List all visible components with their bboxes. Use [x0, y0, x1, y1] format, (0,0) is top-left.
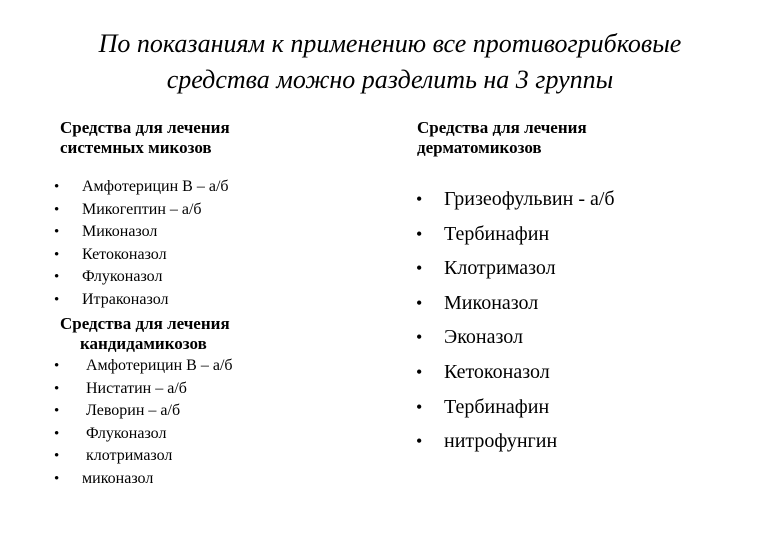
list-item	[416, 251, 615, 286]
list-item-label: Гризеофульвин - а/б	[444, 188, 615, 210]
bullet-icon: •	[54, 291, 60, 308]
list-item-label: Кетоконазол	[444, 360, 550, 383]
list-item-label: Флуконазол	[82, 268, 163, 286]
bullet-icon: •	[416, 396, 423, 417]
heading-line: кандидамикозов	[80, 334, 207, 353]
list-item-label: Тербинафин	[444, 395, 550, 418]
title-line-1: По показаниям к применению все противогрибковые	[98, 29, 682, 58]
list-item	[54, 355, 233, 378]
list-item-label: Итраконазол	[82, 290, 169, 308]
dermatomycoses-heading	[417, 118, 587, 158]
list-item-label: Миконазол	[82, 223, 158, 241]
list-item	[416, 424, 615, 459]
list-item	[54, 400, 233, 423]
slide-title	[0, 26, 780, 98]
list-item	[54, 445, 233, 468]
list-item-label: Нистатин – а/б	[82, 379, 187, 397]
bullet-icon: •	[416, 361, 423, 382]
list-item	[54, 468, 233, 491]
list-item-label: Эконазол	[444, 326, 523, 349]
list-item	[54, 289, 229, 312]
candidiasis-heading	[60, 314, 230, 354]
list-item	[416, 182, 615, 217]
bullet-icon: •	[54, 448, 60, 465]
bullet-icon: •	[416, 327, 423, 348]
dermatomycoses-list	[416, 182, 615, 459]
heading-line: системных микозов	[60, 138, 212, 157]
list-item	[54, 244, 229, 267]
list-item	[416, 390, 615, 425]
list-item-label: нитрофунгин	[444, 430, 558, 453]
systemic-mycoses-list	[54, 176, 229, 312]
list-item-label: Амфотерицин В – а/б	[82, 178, 229, 195]
list-item	[54, 199, 229, 222]
list-item	[54, 176, 229, 199]
systemic-mycoses-heading	[60, 118, 230, 158]
list-item-label: Леворин – а/б	[82, 402, 181, 420]
bullet-icon: •	[54, 179, 60, 195]
list-item-label: клотримазол	[82, 447, 173, 465]
bullet-icon: •	[54, 269, 60, 286]
bullet-icon: •	[54, 224, 60, 241]
list-item	[54, 266, 229, 289]
bullet-icon: •	[54, 425, 60, 442]
bullet-icon: •	[54, 380, 60, 397]
bullet-icon: •	[416, 223, 423, 244]
list-item-label: Кетоконазол	[82, 245, 167, 263]
list-item-label: Амфотерицин В – а/б	[82, 357, 233, 374]
list-item-label: Флуконазол	[82, 424, 167, 442]
list-item-label: миконазол	[82, 469, 154, 487]
bullet-icon: •	[416, 431, 423, 452]
list-item	[416, 217, 615, 252]
list-item-label: Микогептин – а/б	[82, 200, 202, 218]
bullet-icon: •	[416, 292, 423, 313]
heading-line: Средства для лечения	[60, 314, 230, 333]
list-item	[416, 355, 615, 390]
list-item	[416, 286, 615, 321]
list-item-label: Клотримазол	[444, 257, 556, 280]
title-line-2: средства можно разделить на 3 группы	[166, 65, 614, 94]
list-item	[54, 221, 229, 244]
list-item	[54, 378, 233, 401]
heading-line: Средства для лечения	[417, 118, 587, 137]
bullet-icon: •	[54, 470, 60, 487]
bullet-icon: •	[54, 201, 60, 218]
list-item	[416, 320, 615, 355]
candidiasis-list	[54, 355, 233, 491]
bullet-icon: •	[54, 358, 60, 374]
bullet-icon: •	[54, 246, 60, 263]
list-item-label: Тербинафин	[444, 222, 550, 245]
list-item-label: Миконазол	[444, 291, 539, 314]
bullet-icon: •	[416, 258, 423, 279]
heading-line: Средства для лечения	[60, 118, 230, 137]
list-item	[54, 423, 233, 446]
heading-line: дерматомикозов	[417, 138, 542, 157]
bullet-icon: •	[416, 189, 423, 209]
bullet-icon: •	[54, 403, 60, 420]
